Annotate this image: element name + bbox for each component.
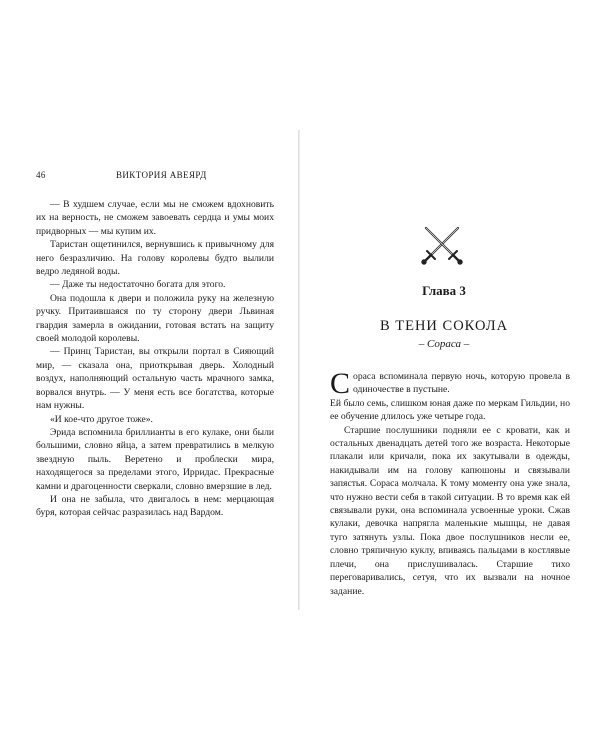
paragraph: — Даже ты недостаточно богата для этого. bbox=[50, 279, 226, 291]
chapter-pov-character: – Сораса – bbox=[418, 338, 470, 350]
chapter-number: Глава 3 bbox=[422, 283, 466, 298]
dropcap: С bbox=[330, 367, 351, 400]
paragraph: И она не забыла, что двигалось в нем: мерцающая буря, которая сейчас разразилась над Вардом. bbox=[36, 493, 274, 519]
first-paragraph bbox=[330, 367, 570, 400]
first-paragraph-text: ораса вспоминала первую ночь, которую провела в одиночестве в пустыне. bbox=[353, 371, 570, 396]
paragraph: Ей было семь, слишком юная даже по меркам Гильдии, но ее обучение длилось уже четыре года. bbox=[330, 397, 570, 423]
paragraph: Старшие послушники подняли ее с кровати, как и остальных двенадцать детей того же возраста. Некоторые плакали или кричали, пока их закутывали в одежды, накидывали им на голову капюшоны и связывали запястья. Сораса молчала. К тому моменту она уже знала, что нужно вести себя в такой ситуации. В то время как ей связывали руки, она вспоминала усвоенные уроки. Сжав кулаки, девочка напрягла маленькие мышцы, не давая туго затянуть узлы. Пока двое послушников несли ее, словно тряпичную куклу, впиваясь пальцами в костлявые плечи, она прислушивалась. Старшие тихо переговаривались, сетуя, что их вызвали на ночное задание. bbox=[330, 424, 570, 597]
chapter-body bbox=[330, 367, 570, 598]
paragraph: Она подошла к двери и положила руку на железную ручку. Притаившаяся по ту сторону двери Львиная гвардия замерла в ожидании, готовая встать на защиту своей молодой королевы. bbox=[36, 292, 274, 345]
paragraph: — В худшем случае, если мы не сможем вдохновить их на верность, не сможем завоевать сердца и умы моих придворных — мы купим их. bbox=[36, 199, 274, 237]
crossed-swords-icon bbox=[418, 222, 466, 270]
chapter-title: В ТЕНИ СОКОЛА bbox=[379, 318, 509, 334]
paragraph: Эрида вспомнила бриллианты в его кулаке, они были большими, словно яйца, а затем превратились в мелкую звездную пыль. Веретено и проблески мира, находящегося за пределами этого, Ирридас. Прекрасные камни и драгоценности сверкали, словно вмерзшие в лед. bbox=[36, 426, 274, 492]
paragraph: — Принц Таристан, вы открыли портал в Сияющий мир, — сказала она, приоткрывая дверь. Холодный воздух, наполняющий остальную часть мрачного замка, ворвался внутрь. — У меня есть все богатства, которые нам нужны. bbox=[36, 346, 274, 412]
page-number: 46 bbox=[36, 170, 46, 180]
running-head-author: ВИКТОРИЯ АВЕЯРД bbox=[116, 170, 207, 180]
book-spine bbox=[298, 130, 300, 610]
left-page-body bbox=[36, 198, 274, 520]
paragraph: «И кое-что другое тоже». bbox=[50, 413, 153, 425]
paragraph: Таристан ощетинился, вернувшись к привычному для него безразличию. На голову королевы будто вылили ведро ледяной воды. bbox=[36, 239, 274, 278]
